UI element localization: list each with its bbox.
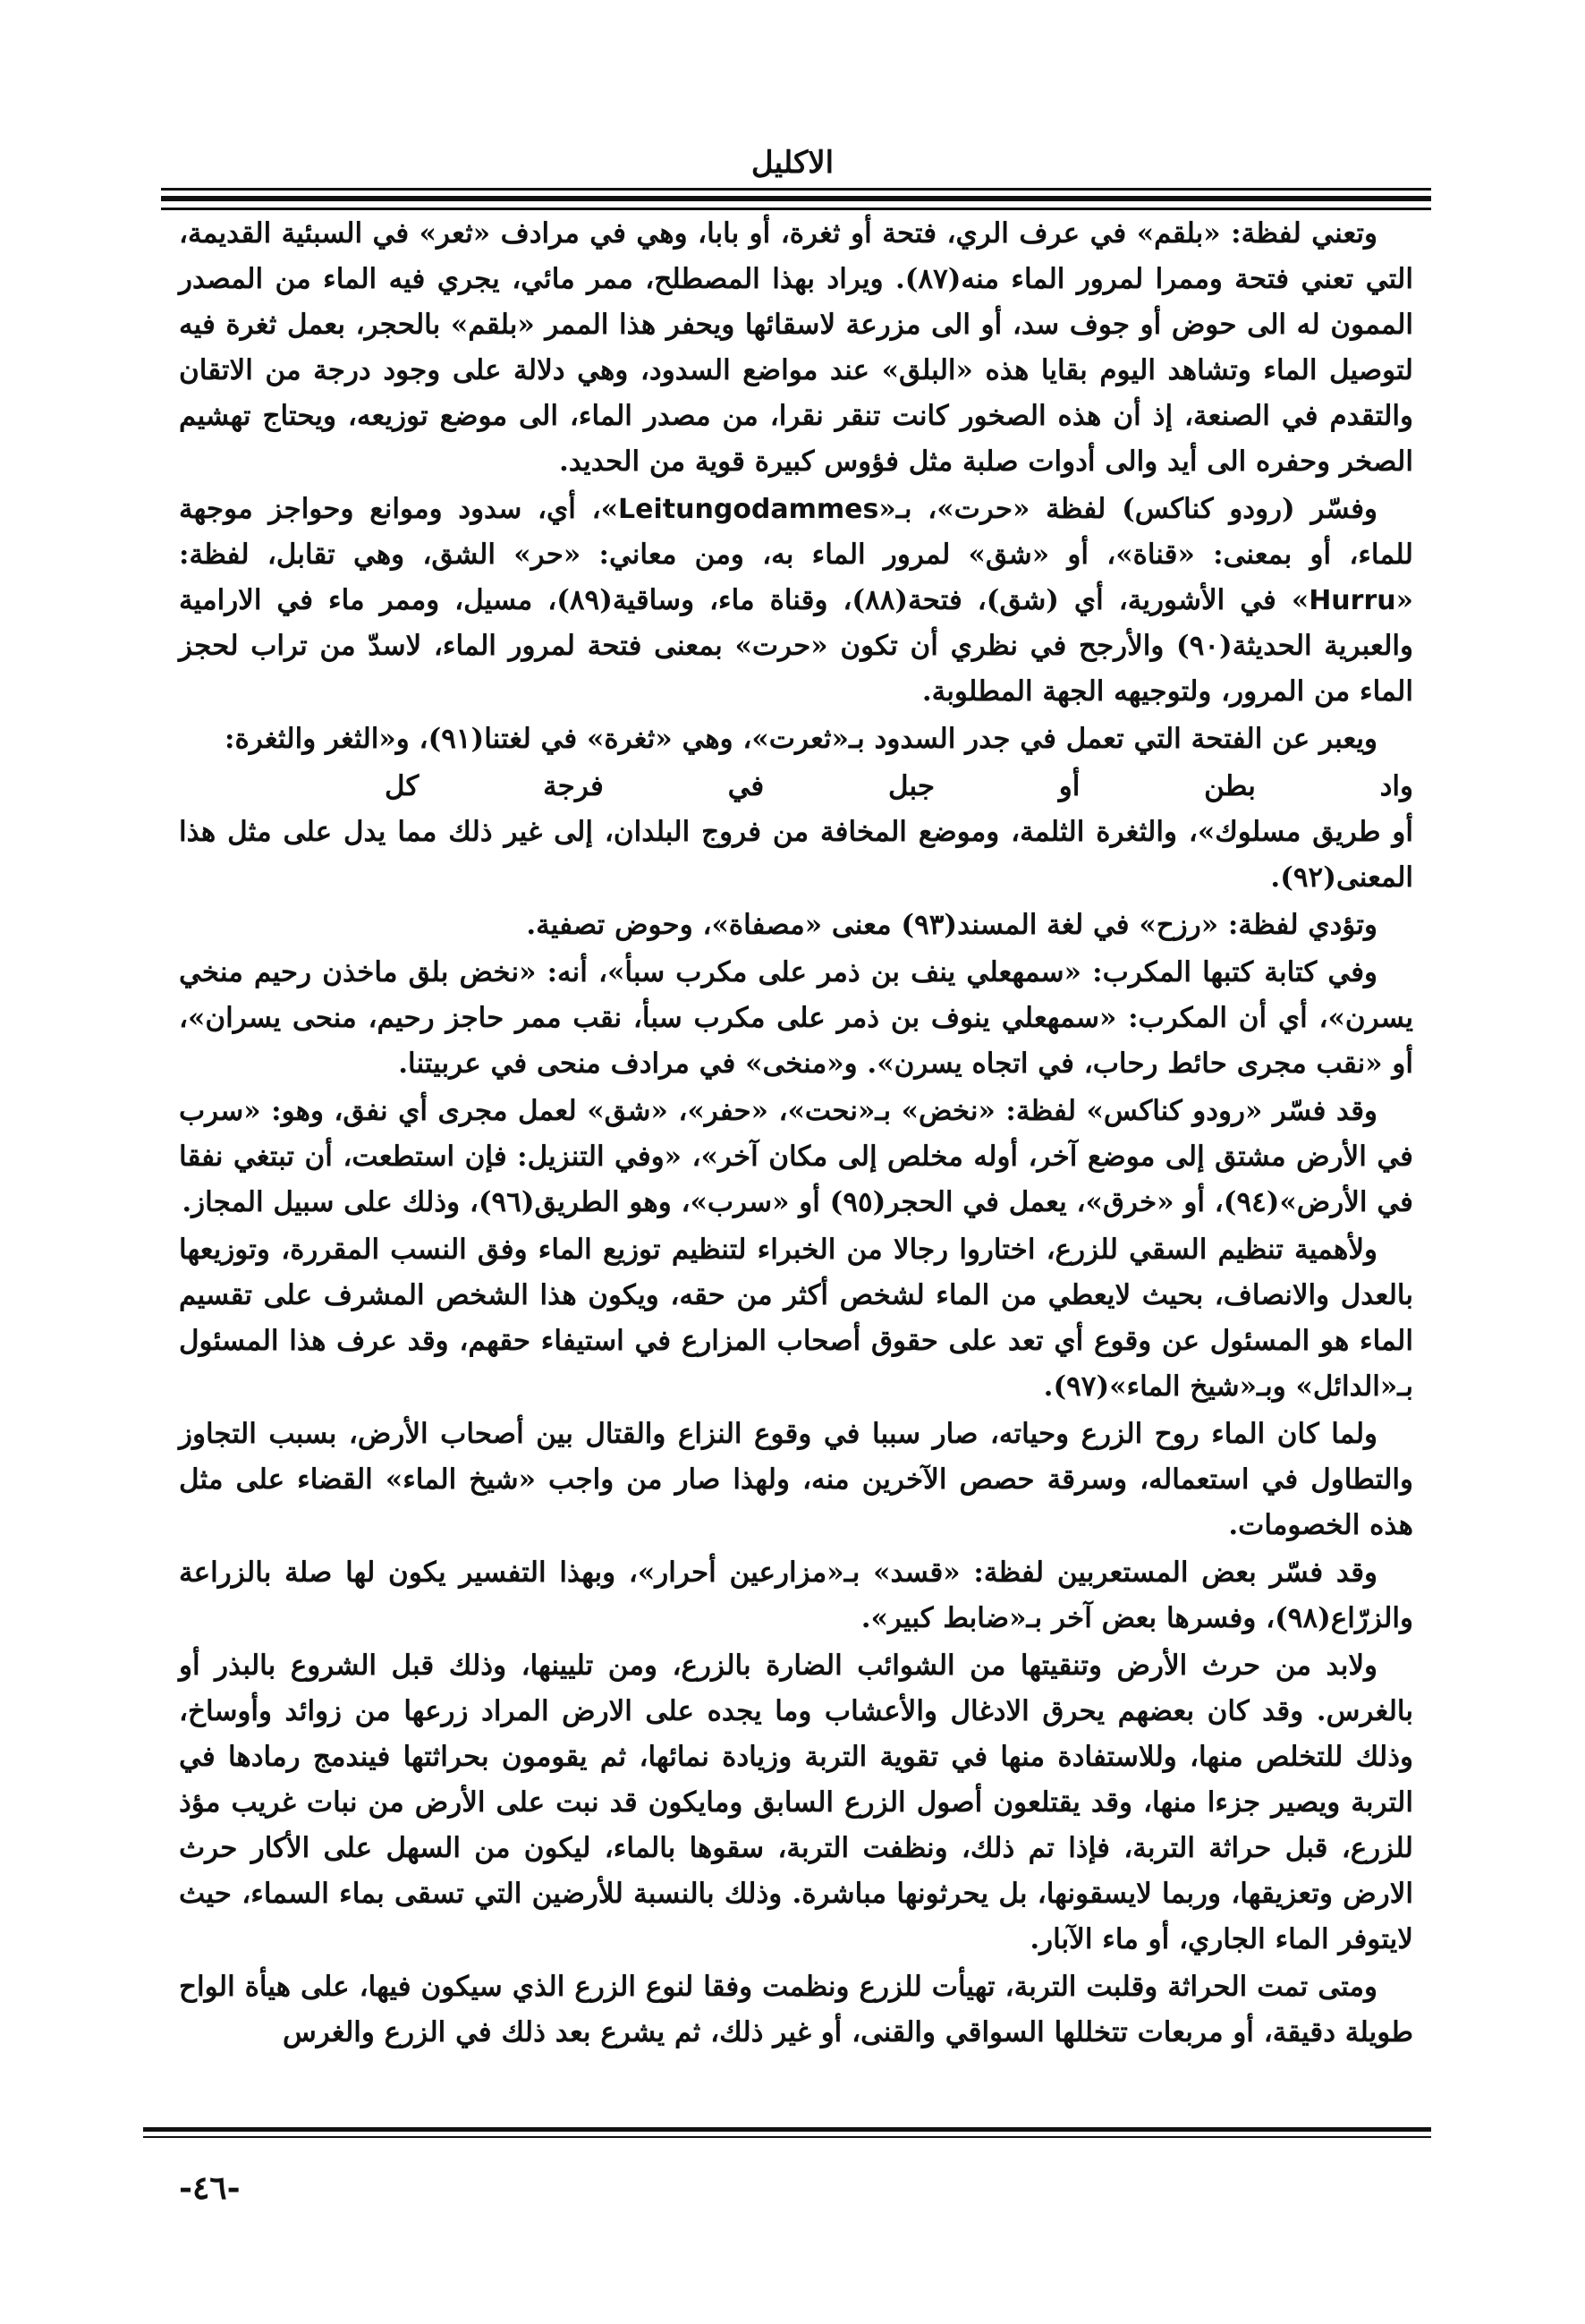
spaced-word: واد xyxy=(1379,770,1413,802)
paragraph-balqam: وتعني لفظة: «بلقم» في عرف الري، فتحة أو ثغرة، أو بابا، وهي في مرادف «ثعر» في السبئية القديمة، التي تعني فتحة وممرا لمرور الماء منه(٨٧). ويراد بهذا المصطلح، ممر مائي، يجري فيه الماء من المصدر الممون له الى حوض أو جوف سد، أو الى مزرعة لاسقائها ويحفر هذا الممر «بلقم» بالحجر، بعمل ثغرة فيه لتوصيل الماء وتشاهد اليوم بقايا هذه «البلق» عند مواضع السدود، وهي دلالة على وجود درجة من الاتقان والتقدم في الصنعة، إذ أن هذه الصخور كانت تنقر نقرا، من مصدر الماء، الى موضع توزيعه، ويحتاج تهشيم الصخر وحفره الى أيد والى أدوات صلبة مثل فؤوس كبيرة قوية من الحديد. xyxy=(179,217,1413,478)
page-number: -٤٦- xyxy=(179,2169,241,2207)
body-text xyxy=(179,211,1413,2057)
paragraph-hrt: وفسّر (رودو كناكس) لفظة «حرت»، بـ«Leitungodammes»، أي، سدود وموانع وحواجز موجهة للماء، أو بمعنى: «قناة»، أو «شق» لمرور الماء به، ومن معاني: «حر» الشق، وهي تقابل، لفظة: «Hurru» في الأشورية، أي (شق)، فتحة(٨٨)، وقناة ماء، وساقية(٨٩)، مسيل، وممر ماء في الارامية والعبرية الحديثة(٩٠) والأرجح في نظري أن تكون «حرت» بمعنى فتحة لمرور الماء، لاسدّ من تراب لحجز الماء من المرور، ولتوجيهه الجهة المطلوبة. xyxy=(179,493,1413,708)
footer-rule-thick xyxy=(143,2127,1431,2132)
paragraph-thaghra-rest: أو طريق مسلوك»، والثغرة الثلمة، وموضع المخافة من فروج البلدان، إلى غير ذلك مما يدل على مثل هذا المعنى(٩٢). xyxy=(179,816,1413,894)
paragraph-water-disputes: ولما كان الماء روح الزرع وحياته، صار سببا في وقوع النزاع والقتال بين أصحاب الأرض، بسبب التجاوز والتطاول في استعماله، وسرقة حصص الآخرين منه، ولهذا صار من واجب «شيخ الماء» القضاء على مثل هذه الخصومات. xyxy=(179,1418,1413,1541)
spaced-word: جبل xyxy=(888,770,936,802)
spaced-quote-line xyxy=(179,764,1413,810)
paragraph-plowing: ولابد من حرث الأرض وتنقيتها من الشوائب الضارة بالزرع، ومن تليينها، وذلك قبل الشروع بالبذر أو بالغرس. وقد كان بعضهم يحرق الادغال والأعشاب وما يجده على الارض المراد زرعها من زوائد وأوساخ، وذلك للتخلص منها، وللاستفادة منها في تقوية التربة وزيادة نمائها، ثم يقومون بحراثتها فيندمج رمادها في التربة ويصير جزءا منها، وقد يقتلعون أصول الزرع السابق ومايكون قد نبت على الأرض من نبات غريب مؤذ للزرع، قبل حراثة التربة، فإذا تم ذلك، ونظفت التربة، سقوها بالماء، ليكون من السهل على الأكار حرث الارض وتعزيقها، وربما لايسقونها، بل يحرثونها مباشرة. وذلك بالنسبة للأرضين التي تسقى بماء السماء، حيث لايتوفر الماء الجاري، أو ماء الآبار. xyxy=(179,1650,1413,1955)
running-header-title: الاكليل xyxy=(750,145,835,181)
spaced-word: بطن xyxy=(1204,770,1256,802)
spaced-word: في xyxy=(727,770,765,802)
spaced-word: فرجة xyxy=(543,770,604,802)
paragraph-planting: ومتى تمت الحراثة وقلبت التربة، تهيأت للزرع ونظمت وفقا لنوع الزرع الذي سيكون فيها، على هيأة الواح طويلة دقيقة، أو مربعات تتخللها السواقي والقنى، أو غير ذلك، ثم يشرع بعد ذلك في الزرع والغرس xyxy=(179,1971,1413,2048)
paragraph-mukarrib: وفي كتابة كتبها المكرب: «سمهعلي ينف بن ذمر على مكرب سبأ»، أنه: «نخض بلق ماخذن رحيم منخي يسرن»، أي أن المكرب: «سمهعلي ينوف بن ذمر على مكرب سبأ، نقب ممر حاجز رحيم، منحى يسران»، أو «نقب مجرى حائط رحاب، في اتجاه يسرن». و«منخى» في مرادف منحى في عربيتنا. xyxy=(179,956,1413,1080)
paragraph-irrigation-officials: ولأهمية تنظيم السقي للزرع، اختاروا رجالا من الخبراء لتنظيم توزيع الماء وفق النسب المقررة، وتوزيعها بالعدل والانصاف، بحيث لايعطي من الماء لشخص أكثر من حقه، ويكون هذا الشخص المشرف على تقسيم الماء هو المسئول عن وقوع أي تعد على حقوق أصحاب المزارع في استيفاء حقهم، وقد عرف هذا المسئول بـ«الدائل» وبـ«شيخ الماء»(٩٧). xyxy=(179,1234,1413,1403)
paragraph-thaghra-intro: ويعبر عن الفتحة التي تعمل في جدر السدود بـ«ثعرت»، وهي «ثغرة» في لغتنا(٩١)، و«الثغر والثغرة: xyxy=(225,723,1377,755)
footer-rule-thin xyxy=(143,2136,1431,2138)
latin-term-leitungodammes: Leitungodammes xyxy=(618,494,879,525)
paragraph-qasd: وقد فسّر بعض المستعربين لفظة: «قسد» بـ«مزارعين أحرار»، وبهذا التفسير يكون لها صلة بالزراعة والزرّاع(٩٨)، وفسرها بعض آخر بـ«ضابط كبير». xyxy=(179,1556,1413,1634)
header-rule-bottom xyxy=(161,208,1431,210)
latin-term-hurru: Hurru xyxy=(1309,585,1396,616)
spaced-word: كل xyxy=(385,770,420,802)
paragraph-razh: وتؤدي لفظة: «رزح» في لغة المسند(٩٣) معنى «مصفاة»، وحوض تصفية. xyxy=(526,909,1377,941)
paragraph-nakhd: وقد فسّر «رودو كناكس» لفظة: «نخض» بـ«نحت»، «حفر»، «شق» لعمل مجرى أي نفق، وهو: «سرب في الأرض مشتق إلى موضع آخر، أوله مخلص إلى مكان آخر»، «وفي التنزيل: فإن استطعت، أن تبتغي نفقا في الأرض»(٩٤)، أو «خرق»، يعمل في الحجر(٩٥) أو «سرب»، وهو الطريق(٩٦)، وذلك على سبيل المجاز. xyxy=(179,1095,1413,1218)
spaced-word: أو xyxy=(1058,770,1081,802)
header-rule-thick xyxy=(161,196,1431,201)
header-rule-top xyxy=(161,188,1431,191)
